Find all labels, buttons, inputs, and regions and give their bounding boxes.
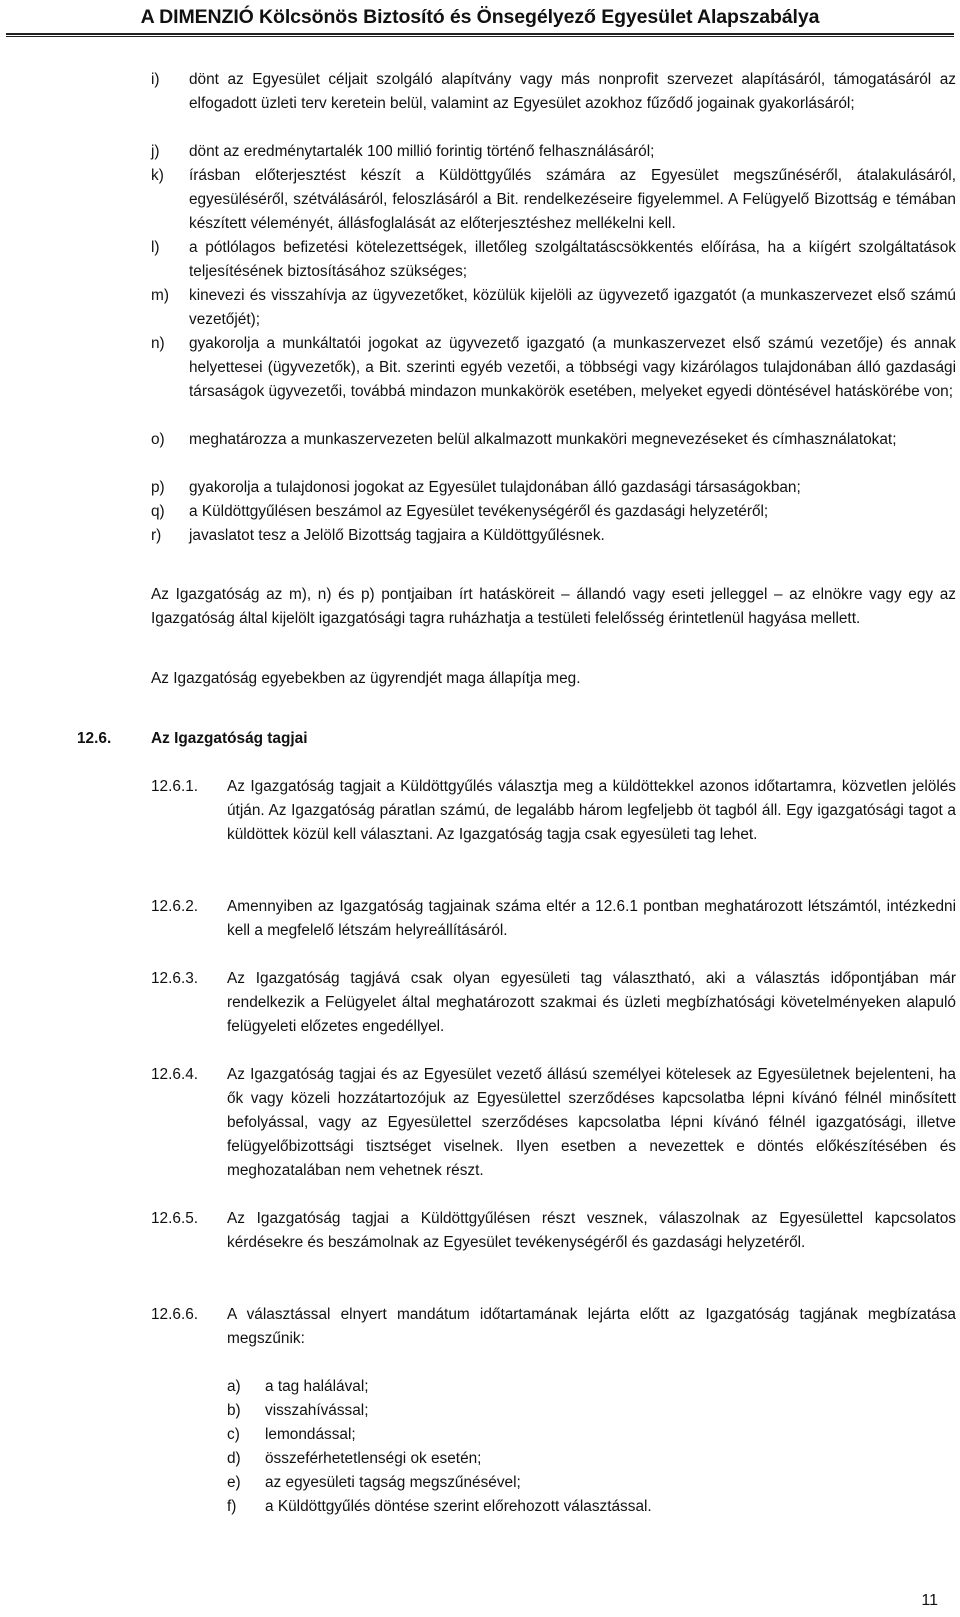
list-item: [151, 476, 956, 500]
termination-item: [227, 1423, 956, 1447]
list-item-text: dönt az Egyesület céljait szolgáló alapítvány vagy más nonprofit szervezet alapításáról, támogatásáról az elfogadott üzleti terv keretein belül, valamint az Egyesület azokhoz fűződő jogainak gyakorlásáról;: [189, 71, 956, 112]
list-item: [151, 428, 956, 452]
body-paragraph: Az Igazgatóság az m), n) és p) pontjaiban írt hatásköreit – állandó vagy eseti jelleggel – az elnökre vagy egy az Igazgatóság által kijelölt igazgatósági tagra ruházhatja a testületi felelősség érintetlenül hagyása mellett.: [151, 586, 956, 627]
list-item: [151, 524, 956, 548]
subsection-text: Az Igazgatóság tagjait a Küldöttgyűlés választja meg a küldöttekkel azonos időtartamra, közvetlen jelölés útján. Az Igazgatóság páratlan számú, de legalább három legfeljebb öt tagból áll. Egy igazgatósági tagot a küldöttek közül kell választani. Az Igazgatóság tagja csak egyesületi tag lehet.: [227, 778, 956, 843]
list-item: [151, 140, 956, 164]
termination-item: [227, 1399, 956, 1423]
subsection: [151, 1207, 956, 1255]
document-title: A DIMENZIÓ Kölcsönös Biztosító és Önsegélyező Egyesület Alapszabálya: [140, 6, 820, 28]
termination-item-key: e): [227, 1474, 241, 1491]
termination-item: [227, 1447, 956, 1471]
list-item: [151, 236, 956, 284]
list-item-key: j): [151, 143, 160, 160]
list-item-text: kinevezi és visszahívja az ügyvezetőket, közülük kijelöli az ügyvezető igazgatót (a munkaszervezet első számú vezetőjét);: [189, 287, 956, 328]
subsection-number: 12.6.1.: [151, 778, 199, 795]
section-number: 12.6.: [77, 730, 112, 747]
list-item-text: gyakorolja a tulajdonosi jogokat az Egyesület tulajdonában álló gazdasági társaságokban;: [189, 479, 801, 496]
subsection-text: Az Igazgatóság tagjai és az Egyesület vezető állású személyei kötelesek az Egyesületnek bejelenteni, ha ők vagy közeli hozzátartozójuk az Egyesülettel szerződéses kapcsolatba lépni kívánó félnél minősített befolyással, vagy az Egyesülettel szerződéses kapcsolatba lépni kívánó félnél igazgatósági, illetve felügyelőbizottsági tisztséget viselnek. Ilyen esetben a nevezettek e döntés előkészítésében és meghozatalában nem vehetnek részt.: [227, 1066, 956, 1179]
list-item: [151, 164, 956, 236]
termination-item-key: c): [227, 1426, 240, 1443]
list-item-key: m): [151, 287, 169, 304]
list-item-key: l): [151, 239, 160, 256]
list-item-key: r): [151, 527, 162, 544]
termination-item-text: lemondással;: [265, 1426, 356, 1443]
list-item: [151, 284, 956, 332]
list-item-text: meghatározza a munkaszervezeten belül alkalmazott munkaköri megnevezéseket és címhasználatokat;: [189, 431, 897, 448]
list-item-text: dönt az eredménytartalék 100 millió forintig történő felhasználásáról;: [189, 143, 655, 160]
termination-item-text: a Küldöttgyűlés döntése szerint előrehozott választással.: [265, 1498, 652, 1515]
subsection-number: 12.6.2.: [151, 898, 199, 915]
list-item-text: a pótlólagos befizetési kötelezettségek, illetőleg szolgáltatáscsökkentés előírása, ha a kiígért szolgáltatások teljesítésének biztosításához szükséges;: [189, 239, 956, 280]
subsection-number: 12.6.6.: [151, 1306, 199, 1323]
termination-item-key: f): [227, 1498, 237, 1515]
subsection-text: Az Igazgatóság tagjai a Küldöttgyűlésen részt vesznek, válaszolnak az Egyesülettel kapcsolatos kérdésekre és beszámolnak az Egyesület tevékenységéről és gazdasági helyzetéről.: [227, 1210, 956, 1251]
termination-item-text: az egyesületi tagság megszűnésével;: [265, 1474, 521, 1491]
termination-item-text: a tag halálával;: [265, 1378, 369, 1395]
termination-item: [227, 1471, 956, 1495]
list-item-text: írásban előterjesztést készít a Küldöttgyűlés számára az Egyesület megszűnéséről, átalakulásáról, egyesüléséről, szétválásáról, feloszlásáról a Bit. rendelkezéseire figyelemmel. A Felügyelő Bizottság e témában készített véleményét, állásfoglalását az előterjesztéshez mellékelni kell.: [189, 167, 956, 232]
list-item-text: a Küldöttgyűlésen beszámol az Egyesület tevékenységéről és gazdasági helyzetéről;: [189, 503, 769, 520]
page-number: 11: [921, 1592, 938, 1609]
termination-item-key: a): [227, 1378, 241, 1395]
subsection-number: 12.6.4.: [151, 1066, 199, 1083]
list-item-text: gyakorolja a munkáltatói jogokat az ügyvezető igazgató (a munkaszervezet első számú vezetője) és annak helyettesei (ügyvezetők), a Bit. szerinti egyéb vezetői, a többségi vagy kizárólagos tulajdonában álló gazdasági társaságok ügyvezetői, továbbá mindazon munkakörök esetében, melyeket egyedi döntésével hatáskörébe von;: [189, 335, 956, 400]
subsection: [151, 895, 956, 943]
subsection-text: Az Igazgatóság tagjává csak olyan egyesületi tag választható, aki a választás időpontjában már rendelkezik a Felügyelet által meghatározott szakmai és üzleti megbízhatósági követelményeken alapuló felügyeleti előzetes engedéllyel.: [227, 970, 956, 1035]
termination-item: [227, 1495, 956, 1519]
list-item: [151, 68, 956, 116]
subsection-text: A választással elnyert mandátum időtartamának lejárta előtt az Igazgatóság tagjának megbízatása megszűnik:: [227, 1306, 956, 1347]
termination-item-text: visszahívással;: [265, 1402, 369, 1419]
page-header: [0, 0, 960, 34]
list-item-key: n): [151, 335, 165, 352]
section-title: Az Igazgatóság tagjai: [151, 730, 308, 747]
termination-item-key: b): [227, 1402, 241, 1419]
list-item-key: o): [151, 431, 165, 448]
list-item: [151, 500, 956, 524]
subsection: [151, 775, 956, 847]
list-item-text: javaslatot tesz a Jelölő Bizottság tagjaira a Küldöttgyűlésnek.: [189, 527, 605, 544]
subsection: [151, 1303, 956, 1351]
subsection: [151, 967, 956, 1039]
termination-item: [227, 1375, 956, 1399]
body-paragraph: Az Igazgatóság egyebekben az ügyrendjét maga állapítja meg.: [151, 670, 581, 687]
header-divider: [6, 33, 954, 37]
list-item-key: q): [151, 503, 165, 520]
list-item-key: k): [151, 167, 164, 184]
termination-item-key: d): [227, 1450, 241, 1467]
subsection-number: 12.6.5.: [151, 1210, 199, 1227]
list-item: [151, 332, 956, 404]
list-item-key: i): [151, 71, 160, 88]
termination-item-text: összeférhetetlenségi ok esetén;: [265, 1450, 482, 1467]
subsection-text: Amennyiben az Igazgatóság tagjainak száma eltér a 12.6.1 pontban meghatározott létszámtól, intézkedni kell a megfelelő létszám helyreállításáról.: [227, 898, 956, 939]
subsection: [151, 1063, 956, 1183]
subsection-number: 12.6.3.: [151, 970, 199, 987]
list-item-key: p): [151, 479, 165, 496]
